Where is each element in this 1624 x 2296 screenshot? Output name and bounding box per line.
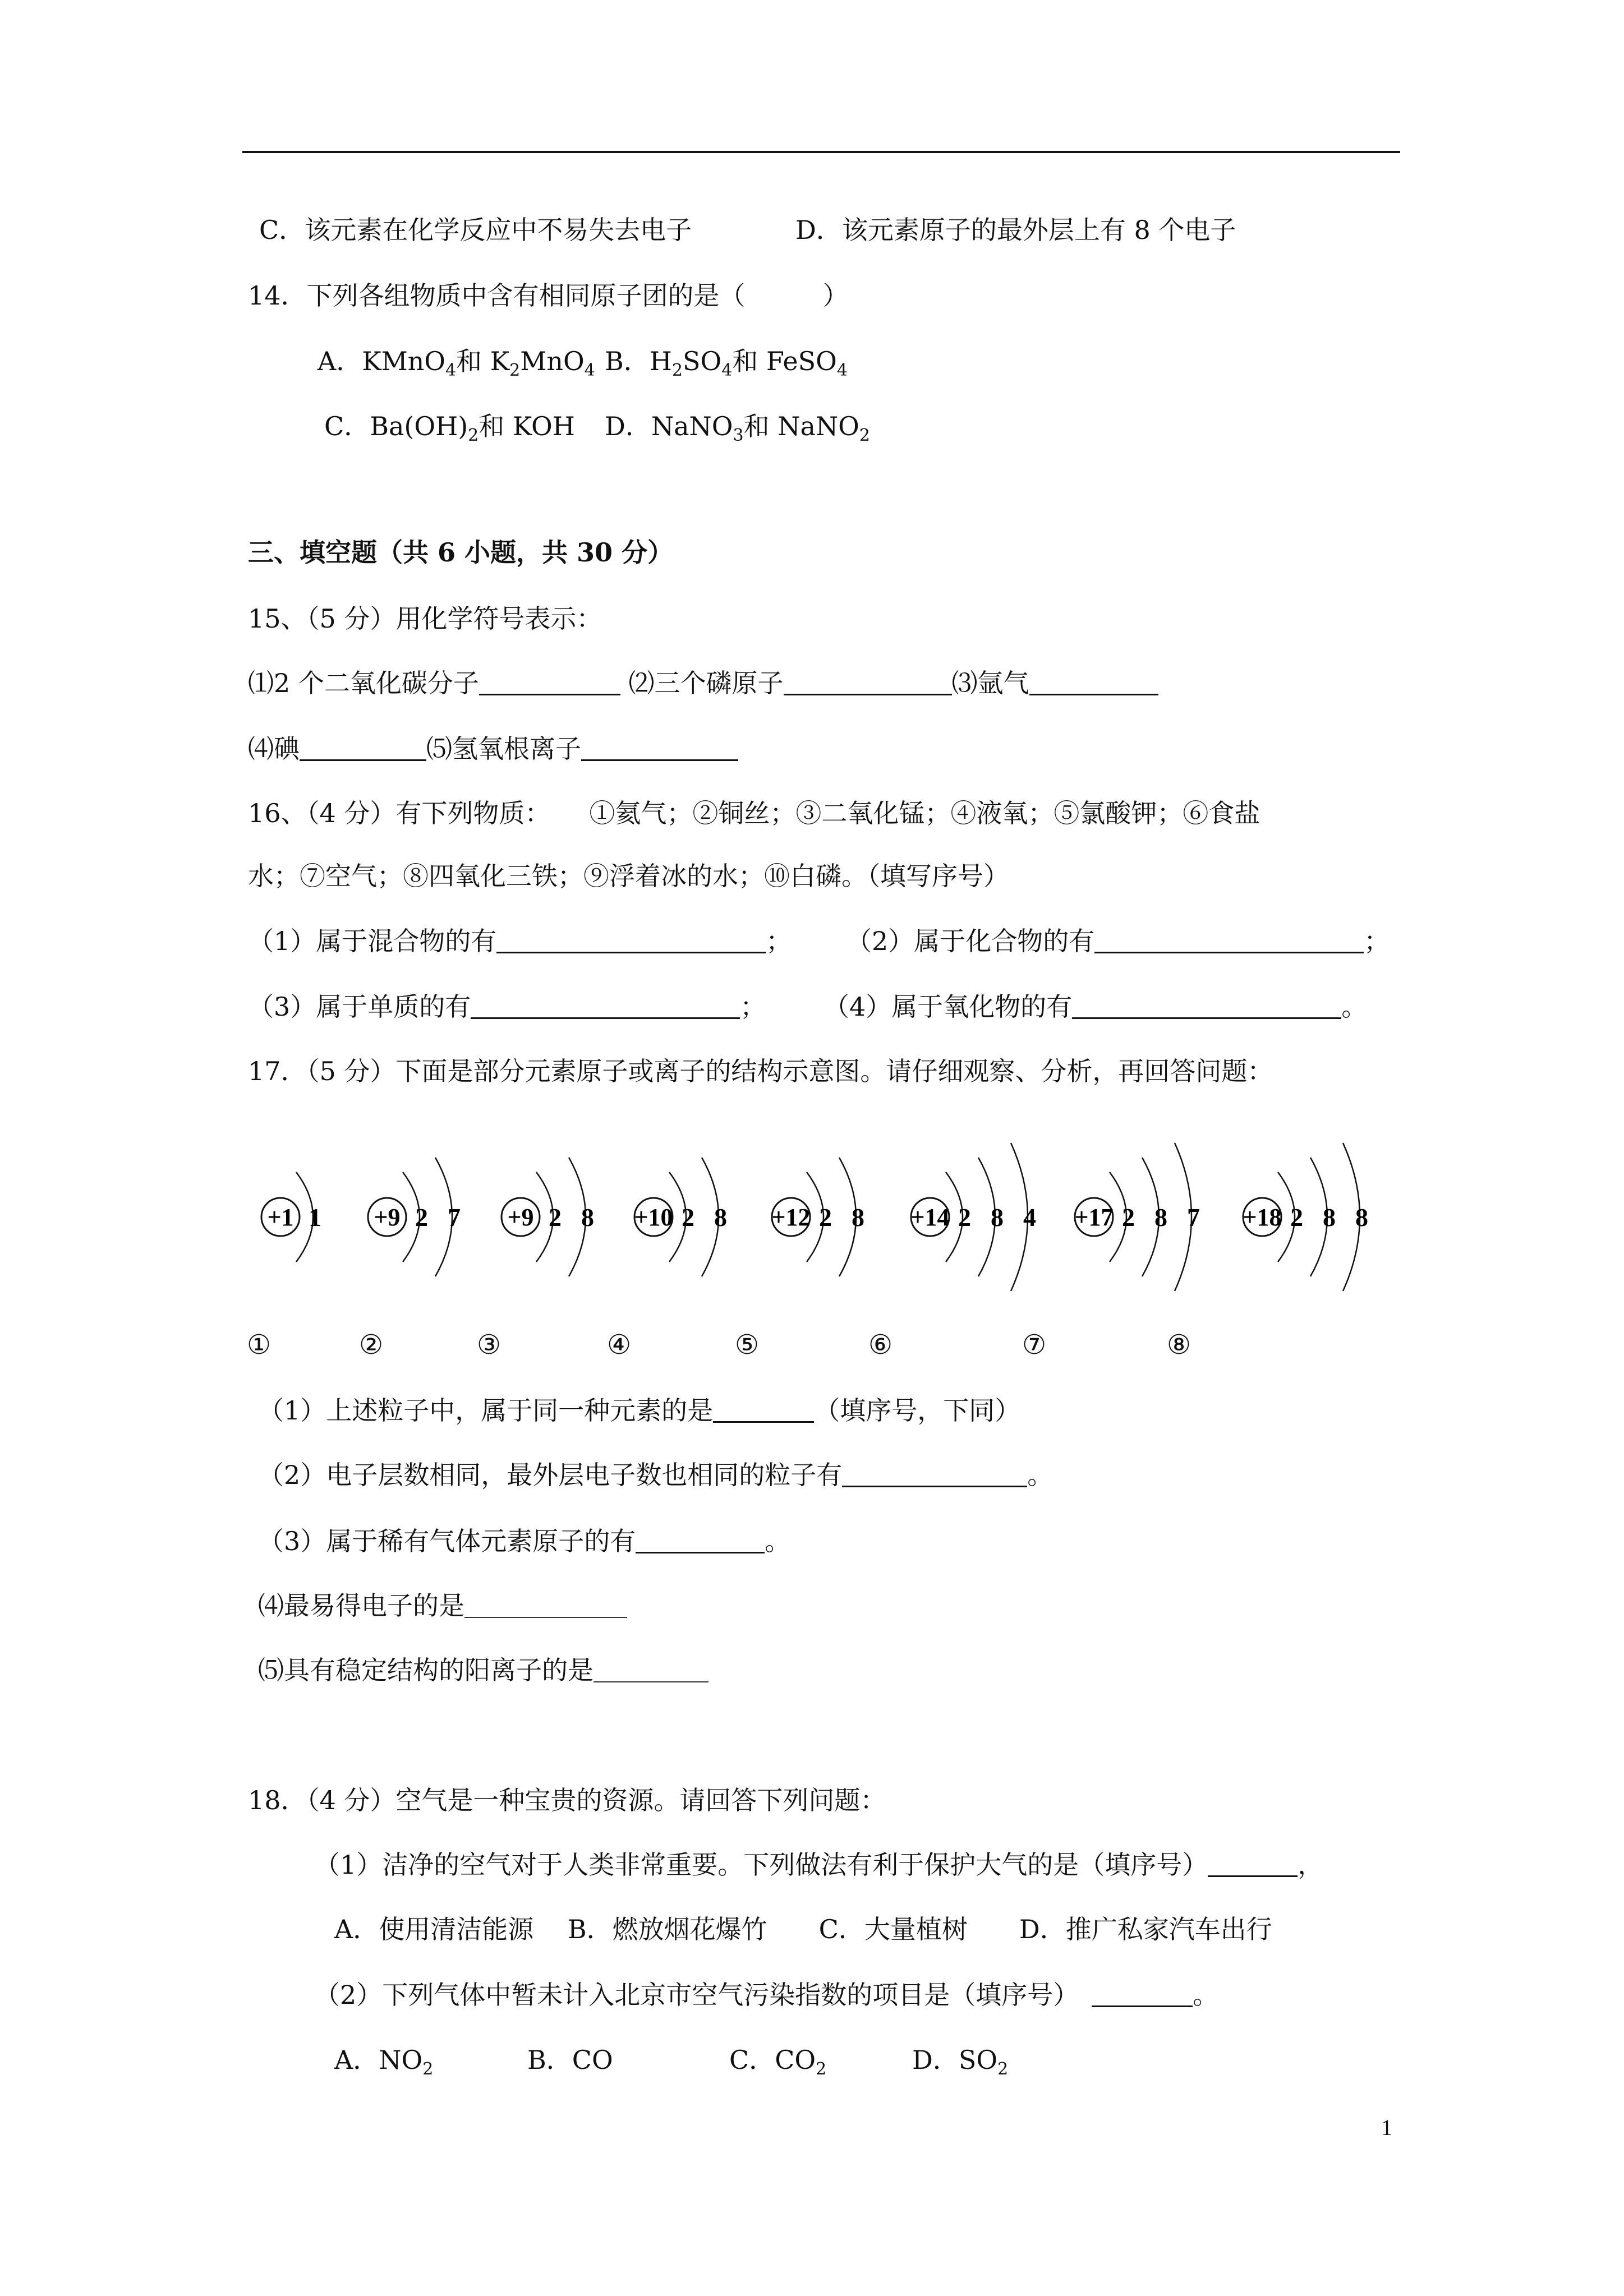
q16-blank3[interactable] (471, 995, 740, 1019)
q13-option-c: C．该元素在化学反应中不易失去电子 (259, 215, 692, 245)
atom-diagram-6 (908, 1144, 1074, 1290)
q17-sub1: （1）上述粒子中，属于同一种元素的是 （填序号，下同） (258, 1395, 1021, 1426)
atom-svg (631, 1144, 762, 1290)
q15-blank3[interactable] (1029, 671, 1158, 695)
atom-diagram-1 (258, 1144, 355, 1290)
shell-electron-count: 2 (1122, 1203, 1135, 1232)
atom-number-label: ⑧ (1167, 1329, 1191, 1361)
q15-row1 (248, 666, 1158, 700)
atom-diagram-5 (769, 1144, 900, 1290)
atom-diagram-4 (631, 1144, 762, 1290)
nucleus-charge: +1 (267, 1204, 294, 1231)
nucleus-charge: +17 (1074, 1204, 1114, 1231)
q15-item2: ⑵三个磷原子 (628, 668, 784, 698)
q17-sub5: ⑸具有稳定结构的阳离子的是 (258, 1653, 709, 1687)
q13-option-d: D．该元素原子的最外层上有 8 个电子 (795, 215, 1236, 245)
shell-electron-count: 2 (958, 1203, 971, 1232)
q16-blank1[interactable] (496, 929, 766, 953)
q17-sub4: ⑷最易得电子的是 (258, 1589, 627, 1622)
q18-part1: （1）洁净的空气对于人类非常重要。下列做法有利于保护大气的是（填序号） ， (314, 1850, 1324, 1880)
q15-stem: 15、（5 分）用化学符号表示： (248, 603, 602, 634)
shell-electron-count: 8 (991, 1203, 1004, 1232)
q18-option-d: D．$SO_2$ (912, 2045, 1009, 2079)
q16-line2: 水；⑦空气；⑧四氧化三铁；⑨浮着冰的水；⑩白磷。（填写序号） (248, 861, 1009, 891)
atom-svg (1240, 1144, 1406, 1290)
atom-svg (365, 1144, 496, 1290)
atom-svg (498, 1144, 629, 1290)
q17-blank4[interactable] (464, 1594, 627, 1618)
q18-part2: （2）下列气体中暂未计入北京市空气污染指数的项目是（填序号） 。 (314, 1980, 1219, 2010)
q15-blank5[interactable] (581, 737, 738, 761)
q15-row2 (248, 732, 738, 766)
section-title: 三、填空题（共 6 小题，共 30 分） (248, 537, 674, 568)
atom-number-label: ④ (607, 1329, 632, 1361)
atom-number-label: ① (247, 1329, 272, 1361)
shell-electron-count: 8 (1154, 1203, 1167, 1232)
q15-blank2[interactable] (784, 671, 952, 695)
atom-number-label: ③ (477, 1329, 502, 1361)
shell-electron-count: 8 (852, 1203, 864, 1232)
q16-part4: （4）属于氧化物的有 。 (823, 992, 1368, 1022)
nucleus-charge: +12 (771, 1204, 811, 1231)
nucleus-charge: +9 (374, 1204, 401, 1231)
nucleus-charge: +18 (1243, 1204, 1282, 1231)
q18-blank1[interactable] (1208, 1853, 1298, 1877)
atom-number-label: ⑦ (1022, 1329, 1047, 1361)
atom-diagram-8 (1240, 1144, 1406, 1290)
nucleus-charge: +9 (507, 1204, 534, 1231)
shell-electron-count: 7 (1187, 1203, 1200, 1232)
nucleus-charge: +10 (634, 1204, 673, 1231)
q14-option-d: D．NaNO$_3$和 NaNO$_2$ (605, 411, 870, 445)
shell-electron-count: 8 (581, 1203, 594, 1232)
shell-electron-count: 1 (309, 1203, 321, 1232)
atom-number-label: ⑤ (735, 1329, 760, 1361)
q18-blank2[interactable] (1092, 1983, 1193, 2007)
atom-diagram-2 (365, 1144, 496, 1290)
q16-part1: （1）属于混合物的有 ； (248, 926, 792, 956)
q16-blank2[interactable] (1094, 929, 1364, 953)
q14-option-c: C．$Ba(OH)_2$和 KOH (324, 411, 575, 445)
shell-electron-count: 2 (819, 1203, 832, 1232)
shell-electron-count: 8 (714, 1203, 727, 1232)
q18-stem: 18．（4 分）空气是一种宝贵的资源。请回答下列问题： (248, 1785, 886, 1815)
atom-svg (769, 1144, 900, 1290)
shell-electron-count: 8 (1355, 1203, 1368, 1232)
q17-blank1[interactable] (713, 1399, 814, 1423)
q17-blank5[interactable] (594, 1659, 709, 1682)
q15-blank1[interactable] (479, 671, 620, 695)
q14-option-a: A．KMnO$_4$和 $K_2MnO_4$ (318, 346, 595, 380)
q14-option-b: B．$H_2SO_4$和 FeSO$_4$ (605, 346, 848, 380)
q16-part2: （2）属于化合物的有 ； (846, 926, 1390, 956)
shell-electron-count: 7 (448, 1203, 461, 1232)
q18-option-b: B．CO (527, 2045, 613, 2075)
atom-svg (258, 1144, 355, 1290)
q17-sub3: （3）属于稀有气体元素原子的有 。 (258, 1526, 791, 1556)
shell-electron-count: 2 (549, 1203, 562, 1232)
page-number: 1 (1381, 2115, 1392, 2140)
q16-line1: 16、（4 分）有下列物质： ①氦气；②铜丝；③二氧化锰；④液氧；⑤氯酸钾；⑥食盐 (248, 798, 1260, 828)
q15-blank4[interactable] (300, 737, 426, 761)
shell-electron-count: 8 (1323, 1203, 1336, 1232)
q15-item5: ⑸氢氧根离子 (426, 734, 581, 764)
atom-diagram-7 (1071, 1144, 1237, 1290)
shell-electron-count: 2 (682, 1203, 694, 1232)
q17-stem: 17．（5 分）下面是部分元素原子或离子的结构示意图。请仔细观察、分析，再回答问题： (248, 1056, 1273, 1086)
q16-blank4[interactable] (1072, 995, 1341, 1019)
q17-blank3[interactable] (636, 1529, 765, 1553)
q18-part1-options: A．使用清洁能源 B．燃放烟花爆竹 C．大量植树 D．推广私家汽车出行 (334, 1914, 1272, 1944)
atom-number-label: ② (359, 1329, 384, 1361)
atom-number-label: ⑥ (868, 1329, 893, 1361)
shell-electron-count: 2 (415, 1203, 428, 1232)
atom-svg (1071, 1144, 1237, 1290)
atom-svg (908, 1144, 1074, 1290)
shell-electron-count: 4 (1023, 1203, 1036, 1232)
q17-sub2: （2）电子层数相同，最外层电子数也相同的粒子有 。 (258, 1460, 1053, 1490)
q14-stem: 14．下列各组物质中含有相同原子团的是（ ） (248, 280, 849, 311)
q15-item3: ⑶氩气 (951, 668, 1029, 698)
q15-item1: ⑴2 个二氧化碳分子 (248, 668, 479, 698)
shell-electron-count: 2 (1290, 1203, 1303, 1232)
q18-option-a: A．$NO_2$ (334, 2045, 434, 2079)
q18-option-c: C．$CO_2$ (729, 2045, 827, 2079)
nucleus-charge: +14 (910, 1204, 950, 1231)
q16-part3: （3）属于单质的有 ； (248, 992, 766, 1022)
header-rule (242, 151, 1400, 153)
q15-item4: ⑷碘 (248, 734, 300, 764)
q17-blank2[interactable] (842, 1463, 1027, 1487)
atom-diagram-3 (498, 1144, 629, 1290)
